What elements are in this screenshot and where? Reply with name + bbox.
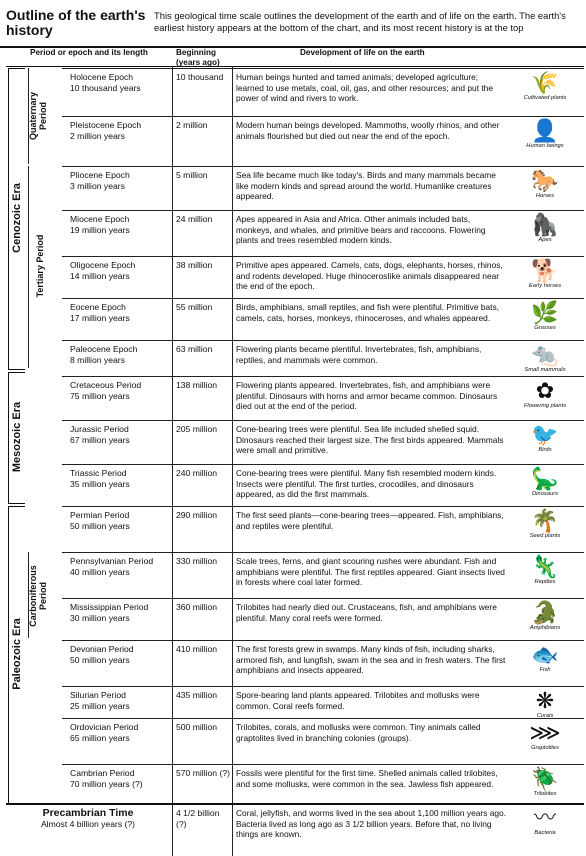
grass-icon: 🌿	[531, 300, 559, 325]
divider-beginning-pre	[172, 804, 173, 856]
header-development: Development of life on the earth	[300, 48, 425, 57]
precambrian-rule	[6, 803, 584, 805]
period-begin: 290 million	[176, 510, 218, 520]
picture-caption: Dinosaurs	[531, 491, 559, 497]
amphibian-icon: 🐊	[531, 600, 559, 625]
precambrian-name: Precambrian Time	[42, 807, 134, 819]
period-name: Pliocene Epoch	[70, 170, 130, 180]
period-development: Birds, amphibians, small reptiles, and fish were plentiful. Primitive bats, camels, cats, horses, monkeys, rhinoceroses, and whales appeared.	[236, 302, 499, 323]
period-length: 35 million years	[70, 479, 130, 489]
human-icon: 👤	[531, 118, 559, 143]
period-length: 30 million years	[70, 613, 130, 623]
picture-caption: Reptiles	[534, 579, 556, 585]
row-rule	[62, 506, 584, 507]
period-picture	[512, 259, 578, 290]
period-begin: 205 million	[176, 424, 218, 434]
era-mesozoic: Mesozoic Era	[11, 401, 23, 473]
bird-icon: 🐦	[531, 422, 559, 447]
period-name-cell	[70, 510, 170, 532]
row-rule	[62, 298, 584, 299]
period-development: Fossils were plentiful for the first time. Shelled animals called trilobites, and some mollusks, were common in the sea. Jawless fish appeared.	[236, 768, 498, 789]
period-name-cell	[70, 170, 170, 192]
period-name-cell	[70, 120, 170, 142]
period-begin: 500 million	[176, 722, 218, 732]
period-begin: 10 thousand	[176, 72, 224, 82]
period-begin: 360 million	[176, 602, 218, 612]
period-begin: 24 million	[176, 214, 213, 224]
period-name-cell	[70, 424, 170, 446]
period-picture	[512, 509, 578, 540]
picture-caption: Grasses	[534, 325, 556, 331]
divider-development	[232, 66, 233, 856]
period-begin: 63 million	[176, 344, 213, 354]
early-horse-icon: 🐕	[531, 258, 559, 283]
period-development: Scale trees, ferns, and giant scouring rushes were abundant. Fish and amphibians were plentiful. The first reptiles appeared. Giant insects lived in forests where coal later formed.	[236, 556, 505, 588]
period-development: Modern human beings developed. Mammoths, woolly rhinos, and other animals flourished but died out near the end of the epoch.	[236, 120, 500, 141]
picture-caption: Horses	[535, 193, 555, 199]
period-length: 2 million years	[70, 131, 125, 141]
row-rule	[62, 420, 584, 421]
period-picture	[512, 213, 578, 244]
era-cenozoic: Cenozoic Era	[11, 183, 23, 253]
period-carboniferous: Carboniferous Period	[28, 565, 48, 627]
period-name-cell	[70, 644, 170, 666]
picture-caption: Corals	[536, 713, 554, 719]
period-picture	[512, 379, 578, 410]
period-name: Holocene Epoch	[70, 72, 134, 82]
header-bottom-rule	[6, 66, 584, 67]
precambrian-caption: Bacteria	[534, 830, 556, 836]
period-development: Trilobites had nearly died out. Crustaceans, fish, and amphibians were plentiful. Many coral reefs were formed.	[236, 602, 497, 623]
period-length: 40 million years	[70, 567, 130, 577]
precambrian-length: Almost 4 billion years (?)	[40, 819, 136, 829]
picture-caption: Graptolites	[530, 745, 560, 751]
picture-caption: Flowering plants	[523, 403, 567, 409]
period-name-cell	[70, 556, 170, 578]
page-title: Outline of the earth's history	[6, 7, 146, 38]
period-begin: 2 million	[176, 120, 208, 130]
period-length: 25 million years	[70, 701, 130, 711]
period-begin: 435 million	[176, 690, 218, 700]
period-begin: 5 million	[176, 170, 208, 180]
period-development: Sea life became much like today's. Birds and many mammals became like modern kinds and spread around the world. Humanlike creatures appeared.	[236, 170, 496, 202]
period-name: Mississippian Period	[70, 602, 149, 612]
period-name: Permian Period	[70, 510, 130, 520]
period-picture	[512, 119, 578, 150]
row-rule	[62, 376, 584, 377]
period-begin: 138 million	[176, 380, 218, 390]
period-name-cell	[70, 722, 170, 744]
dinosaur-icon: 🦕	[531, 466, 559, 491]
period-length: 8 million years	[70, 355, 125, 365]
row-rule	[62, 598, 584, 599]
coral-icon: ❋	[535, 688, 555, 713]
row-rule	[62, 256, 584, 257]
ape-icon: 🦍	[531, 212, 559, 237]
graptolite-icon: ⋙	[529, 720, 561, 745]
period-name-cell	[70, 72, 170, 94]
precambrian-dev: Coral, jellyfish, and worms lived in the sea about 1,100 million years ago. Bacteria lived as long ago as 3 1/2 billion years. Before that, no living things are known.	[236, 808, 506, 840]
period-development: Primitive apes appeared. Camels, cats, dogs, elephants, horses, rhinos, and rodents developed. Huge rhinocerosIike animals disappeared near the end of the epoch.	[236, 260, 503, 292]
row-rule	[62, 686, 584, 687]
row-rule	[62, 166, 584, 167]
period-picture	[512, 601, 578, 632]
row-rule	[62, 210, 584, 211]
period-length: 14 million years	[70, 271, 130, 281]
period-picture	[512, 169, 578, 200]
horse-icon: 🐎	[531, 168, 559, 193]
period-begin: 38 million	[176, 260, 213, 270]
precambrian-cell	[8, 808, 168, 830]
plants-icon: 🌾	[531, 70, 559, 95]
small-mammal-icon: 🐀	[531, 342, 559, 367]
period-begin: 55 million	[176, 302, 213, 312]
period-development: Human beings hunted and tamed animals; developed agriculture; learned to use metals, coal, oil, gas, and other resources; and put the power of wind and rivers to work.	[236, 72, 493, 104]
period-picture	[512, 689, 578, 720]
header-period: Period or epoch and its length	[30, 48, 148, 57]
period-name: Ordovician Period	[70, 722, 139, 732]
period-picture	[512, 301, 578, 332]
period-development: Cone-bearing trees were plentiful. Many fish resembled modern kinds. Insects were plentiful. The first turtles, crocodiles, and dinosaurs appeared, as did the first mammals.	[236, 468, 497, 500]
period-length: 75 million years	[70, 391, 130, 401]
row-rule	[62, 640, 584, 641]
period-name-cell	[70, 380, 170, 402]
period-development: Apes appeared in Asia and Africa. Other animals included bats, monkeys, and whales, and primitive bears and raccoons. Flowering plants and trees resembled modern kinds.	[236, 214, 486, 246]
picture-caption: Early horses	[528, 283, 562, 289]
picture-caption: Seed plants	[529, 533, 561, 539]
period-length: 70 million years (?)	[70, 779, 143, 789]
picture-caption: Trilobites	[533, 791, 557, 797]
period-name: Jurassic Period	[70, 424, 129, 434]
period-length: 3 million years	[70, 181, 125, 191]
row-rule	[62, 464, 584, 465]
picture-caption: Cultivated plants	[523, 95, 567, 101]
period-picture	[512, 71, 578, 102]
period-quaternary: Quaternary Period	[28, 91, 48, 141]
period-name: Eocene Epoch	[70, 302, 126, 312]
picture-caption: Apes	[538, 237, 552, 243]
period-name-cell	[70, 302, 170, 324]
period-development: Flowering plants appeared. Invertebrates, fish, and amphibians were plentiful. Dinosaurs with horns and armor became common. Dinosaurs died out at the end of the period.	[236, 380, 498, 412]
period-name: Paleocene Epoch	[70, 344, 138, 354]
divider-beginning	[172, 66, 173, 804]
picture-caption: Small mammals	[524, 367, 566, 373]
row-rule	[62, 718, 584, 719]
period-name: Oligocene Epoch	[70, 260, 136, 270]
period-name-cell	[70, 602, 170, 624]
period-name: Silurian Period	[70, 690, 126, 700]
period-begin: 330 million	[176, 556, 218, 566]
period-name: Miocene Epoch	[70, 214, 130, 224]
period-picture	[512, 721, 578, 752]
period-development: The first seed plants—cone-bearing trees—appeared. Fish, amphibians, and reptiles were plentiful.	[236, 510, 504, 531]
period-name-cell	[70, 214, 170, 236]
period-length: 17 million years	[70, 313, 130, 323]
period-length: 19 million years	[70, 225, 130, 235]
period-name-cell	[70, 260, 170, 282]
period-name-cell	[70, 690, 170, 712]
era-paleozoic: Paleozoic Era	[11, 618, 23, 690]
period-length: 50 million years	[70, 655, 130, 665]
period-name: Pennsylvanian Period	[70, 556, 154, 566]
tertiary-bracket	[28, 166, 29, 368]
precambrian-begin: 4 1/2 billion (?)	[176, 808, 220, 829]
period-picture	[512, 555, 578, 586]
row-rule	[62, 68, 584, 69]
period-name-cell	[70, 344, 170, 366]
period-picture	[512, 643, 578, 674]
period-length: 65 million years	[70, 733, 130, 743]
period-development: Flowering plants became plentiful. Invertebrates, fish, amphibians, reptiles, and mammals were common.	[236, 344, 482, 365]
period-development: Trilobites, corals, and mollusks were common. Tiny animals called graptolites lived in branching colonies (groups).	[236, 722, 481, 743]
period-name-cell	[70, 468, 170, 490]
period-picture	[512, 467, 578, 498]
period-name: Pleistocene Epoch	[70, 120, 142, 130]
period-development: Cone-bearing trees were plentiful. Sea life included shelled squid. Dinosaurs reached their largest size. The first birds appeared. Mammals were small and primitive.	[236, 424, 504, 456]
header-beginning: Beginning (years ago)	[176, 48, 220, 67]
row-rule	[62, 764, 584, 765]
period-name: Devonian Period	[70, 644, 134, 654]
period-begin: 570 million (?)	[176, 768, 230, 778]
row-rule	[62, 552, 584, 553]
precambrian-picture	[512, 806, 578, 837]
period-begin: 240 million	[176, 468, 218, 478]
period-length: 10 thousand years	[70, 83, 141, 93]
period-name: Cretaceous Period	[70, 380, 142, 390]
picture-caption: Amphibians	[529, 625, 561, 631]
period-length: 67 million years	[70, 435, 130, 445]
period-picture	[512, 767, 578, 798]
picture-caption: Fish	[539, 667, 551, 673]
period-development: Spore-bearing land plants appeared. Trilobites and mollusks were common. Coral reefs formed.	[236, 690, 480, 711]
picture-caption: Birds	[538, 447, 552, 453]
fish-icon: 🐟	[531, 642, 559, 667]
flower-icon: ✿	[535, 378, 555, 403]
row-rule	[62, 340, 584, 341]
reptile-icon: 🦎	[531, 554, 559, 579]
row-rule	[62, 116, 584, 117]
bacteria-icon: 〰	[533, 805, 556, 830]
period-name: Cambrian Period	[70, 768, 135, 778]
period-name-cell	[70, 768, 170, 790]
seed-plant-icon: 🌴	[531, 508, 559, 533]
period-begin: 410 million	[176, 644, 218, 654]
period-tertiary: Tertiary Period	[35, 234, 45, 298]
picture-caption: Human beings	[526, 143, 564, 149]
period-name: Triassic Period	[70, 468, 127, 478]
period-picture	[512, 343, 578, 374]
trilobite-icon: 🪲	[531, 766, 559, 791]
period-development: The first forests grew in swamps. Many kinds of fish, including sharks, armored fish, and lungfish, swam in the sea and in fresh waters. The first amphibians and insects appeared.	[236, 644, 506, 676]
period-length: 50 million years	[70, 521, 130, 531]
period-picture	[512, 423, 578, 454]
intro-text: This geological time scale outlines the development of the earth and of life on the earth. The earth's earliest history appears at the bottom of the chart, and its most recent history is at the top	[154, 10, 566, 33]
